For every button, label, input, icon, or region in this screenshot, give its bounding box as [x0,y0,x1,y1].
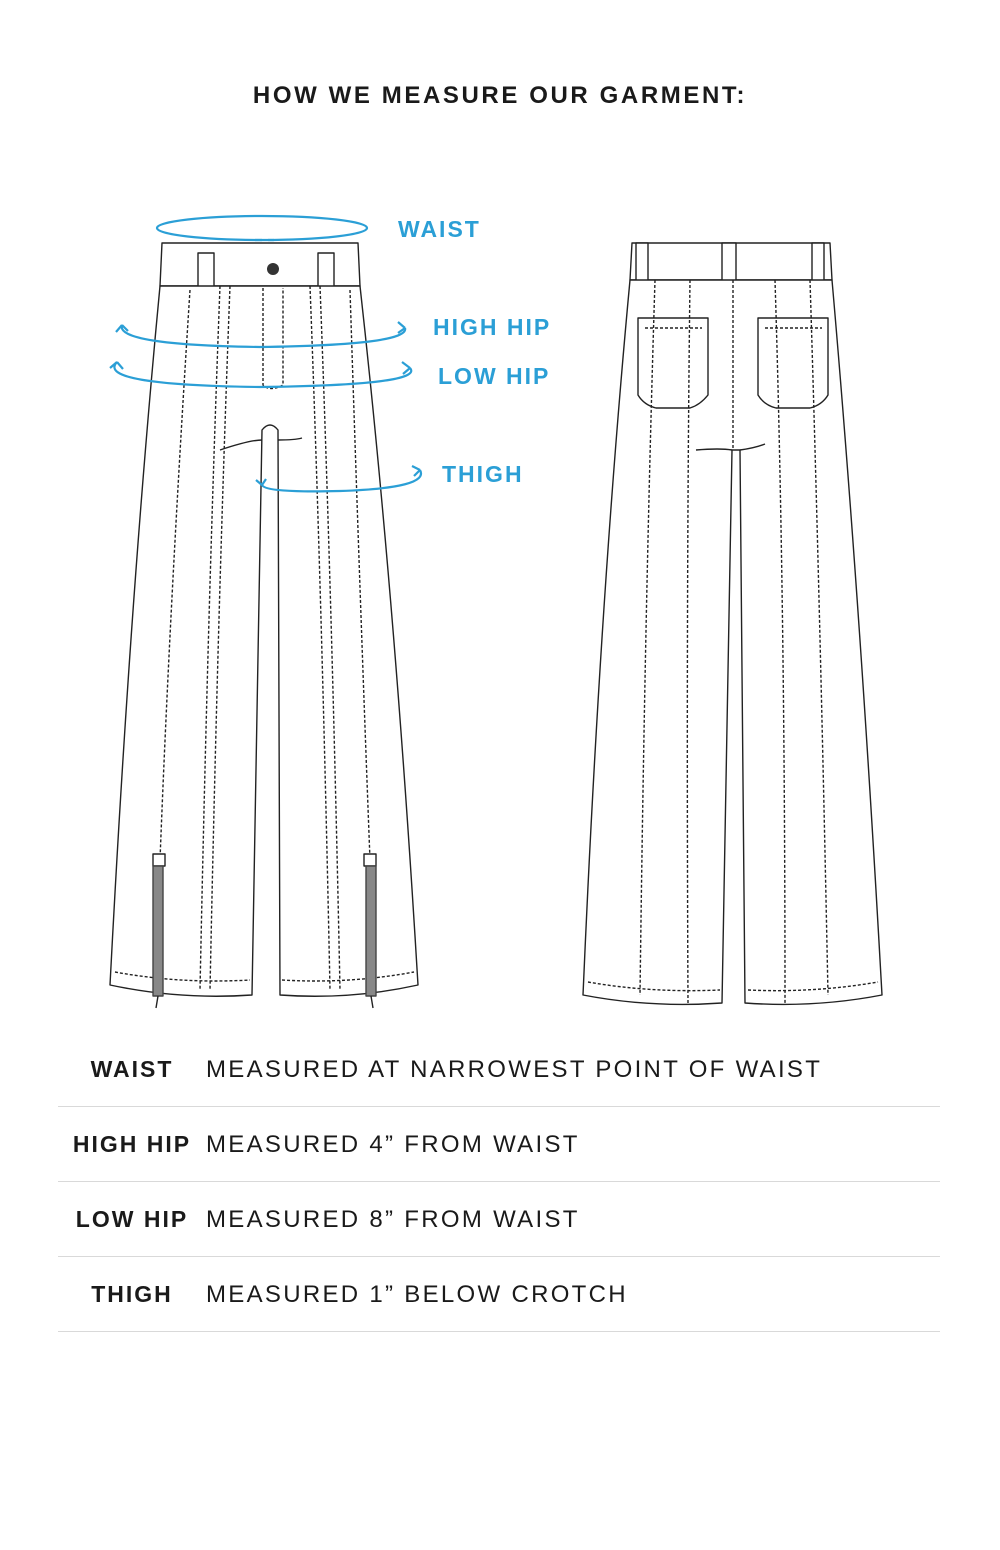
measurement-label: THIGH [91,1281,173,1307]
back-pants-view [583,243,882,1004]
waist-measure-loop [157,216,367,240]
low-hip-diagram-label: LOW HIP [438,363,551,389]
page-title: HOW WE MEASURE OUR GARMENT: [252,82,748,109]
measurement-description: MEASURED 1” BELOW CROTCH [206,1281,628,1308]
measurement-description: MEASURED AT NARROWEST POINT OF WAIST [206,1056,823,1083]
measurement-description: MEASURED 8” FROM WAIST [206,1206,580,1233]
thigh-diagram-label: THIGH [442,461,524,487]
waist-diagram-label: WAIST [398,216,481,242]
high-hip-diagram-label: HIGH HIP [433,314,552,340]
measurement-table [58,1032,940,1332]
measurement-row-waist [58,1032,940,1107]
measurement-label: HIGH HIP [72,1131,192,1157]
measurement-label: WAIST [90,1056,174,1082]
measurement-row-low-hip [58,1182,940,1257]
measurement-description: MEASURED 4” FROM WAIST [206,1131,580,1158]
measurement-label: LOW HIP [75,1206,189,1232]
measurement-row-high-hip [58,1107,940,1182]
front-pants-view [110,243,418,1008]
measurement-row-thigh [58,1257,940,1332]
